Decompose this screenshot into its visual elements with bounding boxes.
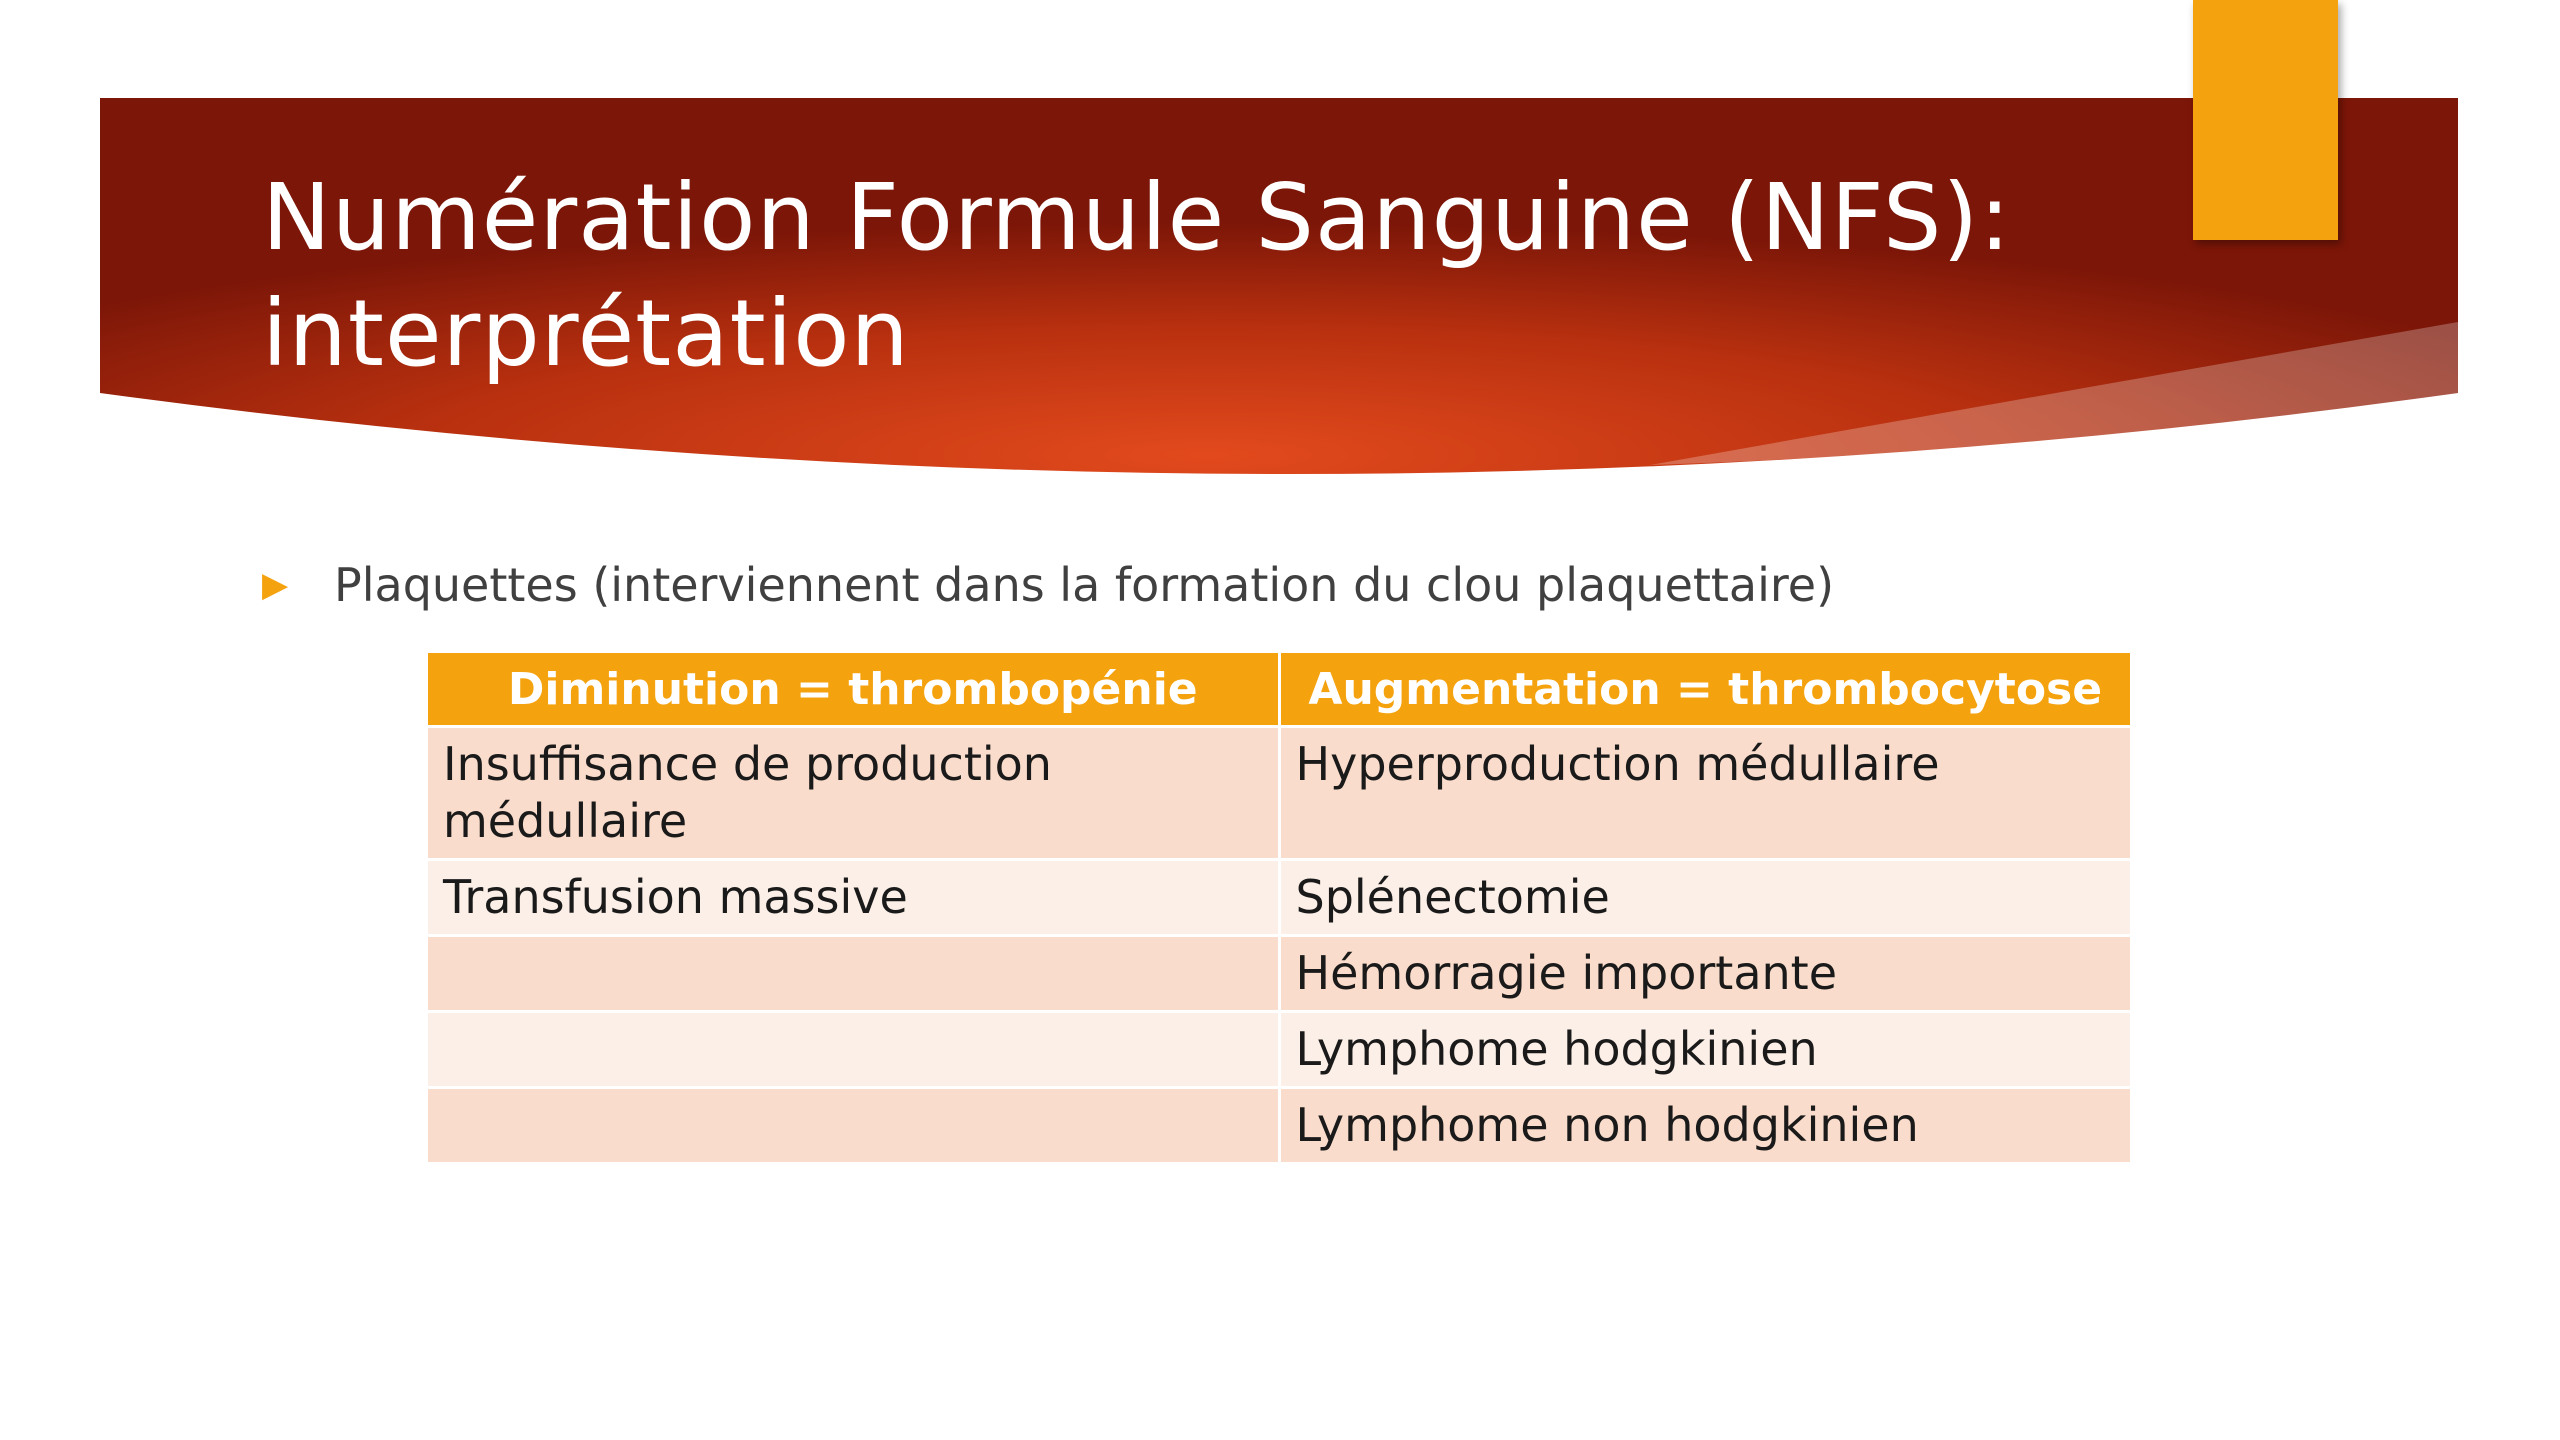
table-cell — [428, 1089, 1278, 1162]
table-cell: Insuffisance de production médullaire — [428, 728, 1278, 858]
slide-title-line-1: Numération Formule Sanguine (NFS): — [262, 164, 2012, 271]
table-cell: Lymphome non hodgkinien — [1281, 1089, 2131, 1162]
table-cell: Lymphome hodgkinien — [1281, 1013, 2131, 1086]
column-header-increase: Augmentation = thrombocytose — [1281, 653, 2131, 725]
table-cell — [428, 1013, 1278, 1086]
table-cell: Hémorragie importante — [1281, 937, 2131, 1010]
column-header-decrease: Diminution = thrombopénie — [428, 653, 1278, 725]
table-row — [428, 1089, 2130, 1162]
table-cell: Splénectomie — [1281, 861, 2131, 934]
table-row — [428, 861, 2130, 934]
slide-title — [262, 160, 2162, 392]
table-cell: Hyperproduction médullaire — [1281, 728, 2131, 858]
platelet-table — [425, 650, 2133, 1165]
table-header-row — [428, 653, 2130, 725]
table-row — [428, 1013, 2130, 1086]
bullet-text: Plaquettes (interviennent dans la formation du clou plaquettaire) — [334, 558, 1835, 612]
triangle-right-icon: ▶ — [262, 565, 289, 605]
bullet-item — [262, 555, 2262, 615]
table-row — [428, 937, 2130, 1010]
table-row — [428, 728, 2130, 858]
table-cell: Transfusion massive — [428, 861, 1278, 934]
table-cell — [428, 937, 1278, 1010]
slide-title-line-2: interprétation — [262, 280, 910, 387]
accent-tab — [2193, 0, 2338, 240]
